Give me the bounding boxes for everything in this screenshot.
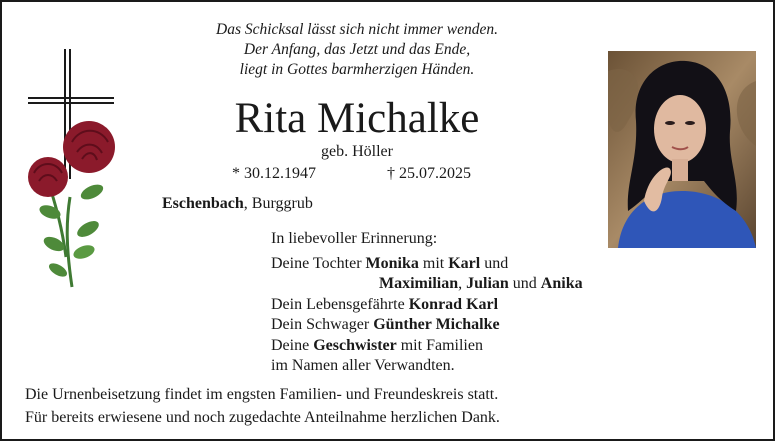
portrait-photo bbox=[608, 51, 756, 248]
mourner-line-partner bbox=[271, 295, 583, 316]
mourner-name: Konrad Karl bbox=[408, 295, 499, 313]
mourner-name: Julian bbox=[466, 275, 509, 292]
verse-line-1: Das Schicksal lässt sich nicht immer wenden. bbox=[216, 21, 498, 38]
mourner-line-siblings bbox=[271, 336, 583, 357]
mourner-line-relatives: im Namen aller Verwandten. bbox=[271, 357, 455, 374]
birth-date: * 30.12.1947 bbox=[232, 165, 316, 182]
place-suffix: , Burggrub bbox=[243, 195, 313, 212]
mourner-line-brother-in-law bbox=[271, 315, 583, 336]
death-date: † 25.07.2025 bbox=[387, 165, 471, 182]
place-name: Eschenbach bbox=[162, 195, 244, 212]
mourner-text: mit bbox=[418, 254, 449, 272]
mourners-intro: In liebevoller Erinnerung: bbox=[271, 230, 438, 247]
mourner-text: und bbox=[508, 275, 541, 292]
deceased-name: Rita Michalke bbox=[234, 95, 480, 142]
mourner-text: mit Familien bbox=[396, 336, 483, 354]
place-of-residence bbox=[162, 194, 313, 214]
mourner-name: Anika bbox=[540, 275, 583, 292]
mourner-text: Deine Tochter bbox=[271, 254, 366, 272]
mourner-text: Dein Lebensgefährte bbox=[271, 295, 409, 313]
mourner-name: Günther Michalke bbox=[373, 316, 500, 333]
mourner-text: Deine bbox=[271, 336, 314, 354]
mourner-text: , bbox=[458, 275, 467, 292]
mourner-line-grandchildren bbox=[271, 274, 583, 295]
verse bbox=[157, 20, 557, 80]
cross-with-roses-icon bbox=[22, 47, 132, 297]
footer bbox=[25, 383, 500, 429]
mourner-name: Karl bbox=[448, 254, 481, 272]
maiden-name: geb. Höller bbox=[321, 143, 393, 160]
mourner-name: Geschwister bbox=[313, 336, 397, 354]
mourners-list bbox=[271, 229, 583, 377]
mourner-line-daughter bbox=[271, 254, 583, 275]
verse-line-3: liegt in Gottes barmherzigen Händen. bbox=[239, 61, 475, 78]
mourner-text: Dein Schwager bbox=[271, 316, 374, 333]
verse-line-2: Der Anfang, das Jetzt und das Ende, bbox=[243, 41, 471, 58]
mourner-name: Maximilian bbox=[379, 275, 459, 292]
footer-burial-note: Die Urnenbeisetzung findet im engsten Familien- und Freundeskreis statt. bbox=[25, 386, 499, 403]
mourner-name: Monika bbox=[365, 254, 419, 272]
footer-thanks: Für bereits erwiesene und noch zugedachte Anteilnahme herzlichen Dank. bbox=[25, 409, 500, 426]
mourner-text: und bbox=[480, 254, 509, 272]
